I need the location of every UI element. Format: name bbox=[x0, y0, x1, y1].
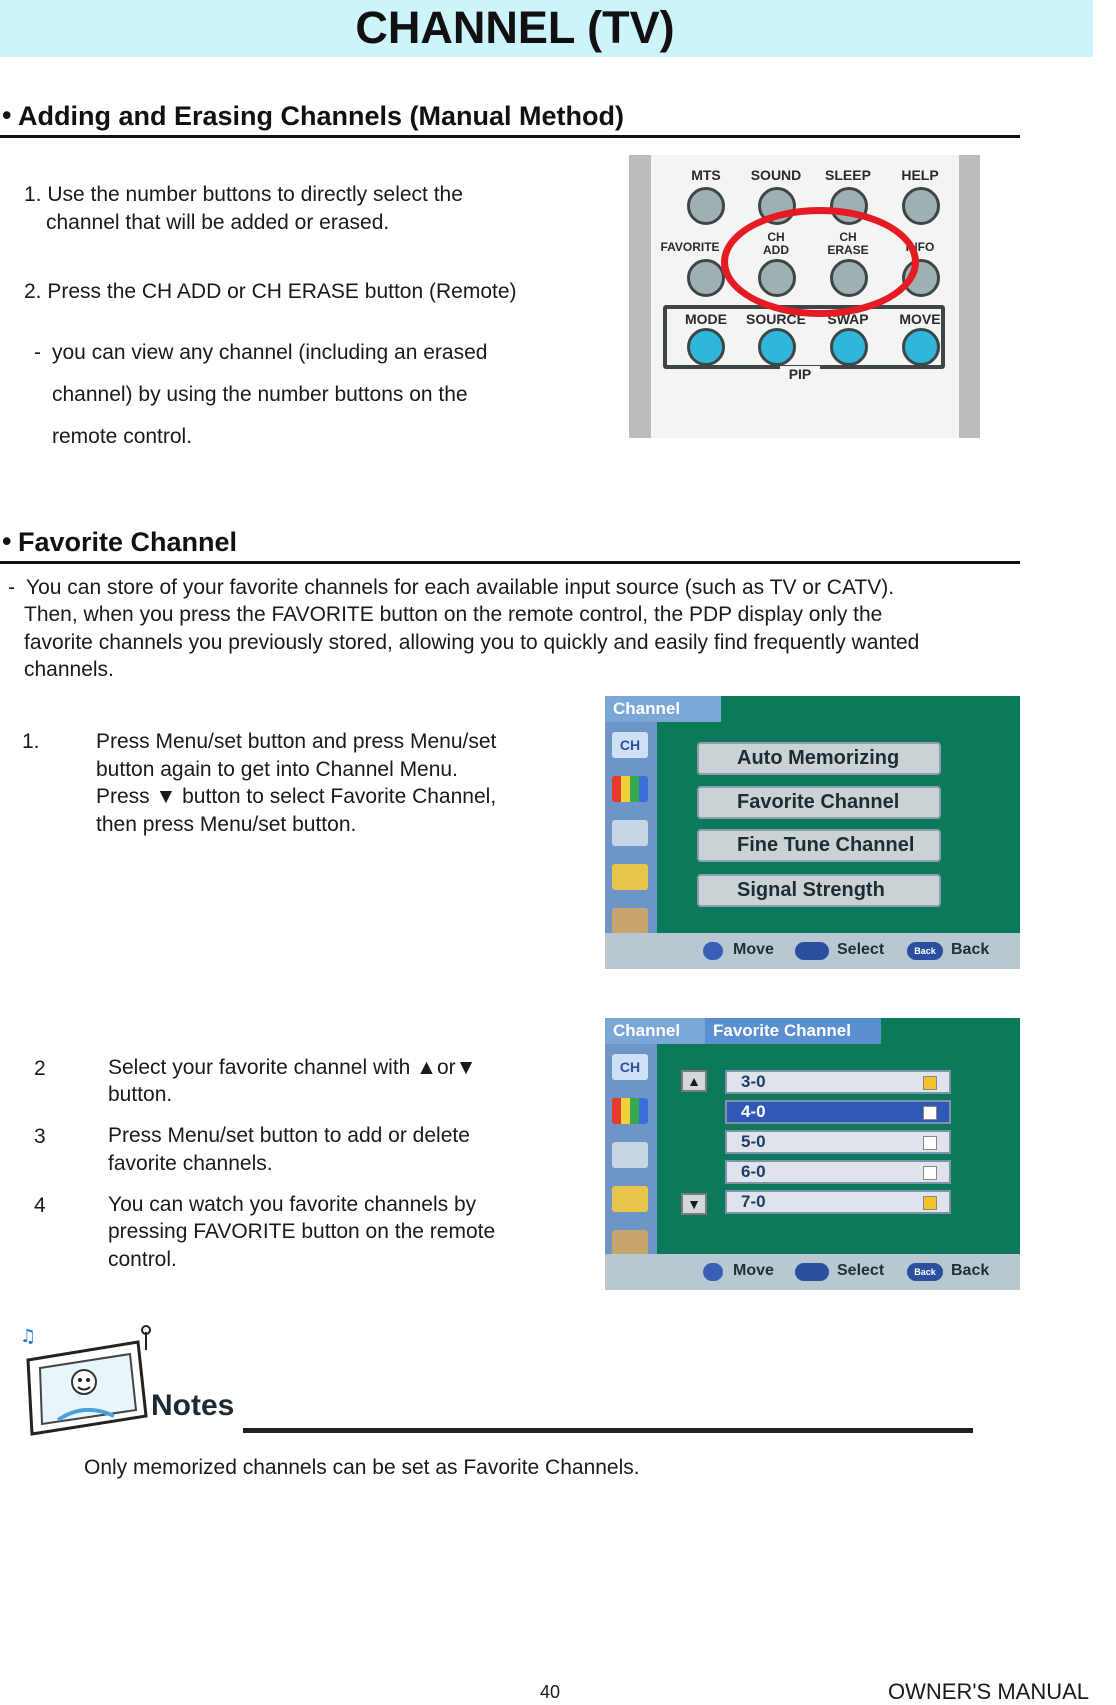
osd-sidebar bbox=[605, 722, 657, 933]
picture-icon bbox=[612, 776, 648, 802]
osd-sidebar-2 bbox=[605, 1044, 657, 1254]
note-dash: - bbox=[34, 341, 41, 364]
remote-button-mode bbox=[687, 328, 725, 366]
remote-label-source: SOURCE bbox=[746, 311, 806, 327]
fav-step-1-line-4: then press Menu/set button. bbox=[96, 813, 357, 836]
channel-icon: CH bbox=[612, 732, 648, 758]
footer-owners-manual: OWNER'S MANUAL bbox=[888, 1679, 1089, 1704]
select-icon bbox=[795, 942, 829, 960]
scroll-up-icon[interactable]: ▲ bbox=[681, 1070, 707, 1092]
highlight-ellipse bbox=[721, 207, 919, 317]
fav-check-icon[interactable] bbox=[923, 1076, 937, 1090]
hint-move: Move bbox=[733, 941, 774, 958]
remote-control-image bbox=[629, 155, 980, 438]
fav-row-label: 5-0 bbox=[741, 1132, 766, 1151]
osd-tab-favorite-channel: Favorite Channel bbox=[705, 1018, 881, 1044]
fav-row-6-0[interactable] bbox=[725, 1160, 951, 1184]
section-rule bbox=[0, 135, 1020, 138]
remote-label-pip: PIP bbox=[780, 366, 820, 382]
hint-select: Select bbox=[837, 1262, 885, 1279]
intro-line-3: favorite channels you previously stored, allowing you to quickly and easily find frequently wanted bbox=[24, 631, 920, 654]
osd-hint-bar bbox=[605, 933, 1020, 969]
scroll-down-icon[interactable]: ▼ bbox=[681, 1193, 707, 1215]
osd-favorite-channel bbox=[605, 1018, 1020, 1290]
fav-step-2-line-1: Select your favorite channel with ▲or▼ bbox=[108, 1056, 477, 1079]
intro-line-2: Then, when you press the FAVORITE button on the remote control, the PDP display only the bbox=[24, 603, 883, 626]
remote-label-sound: SOUND bbox=[750, 167, 802, 183]
section-bullet-2: • bbox=[2, 526, 12, 556]
notes-rule bbox=[243, 1428, 973, 1433]
menu-item-signal-strength[interactable]: Signal Strength bbox=[697, 874, 941, 907]
remote-label-mode: MODE bbox=[685, 311, 727, 327]
remote-label-help: HELP bbox=[901, 167, 939, 183]
section-rule-2 bbox=[0, 561, 1020, 564]
section-bullet: • bbox=[2, 100, 12, 130]
picture-icon-2 bbox=[612, 1098, 648, 1124]
fav-row-7-0[interactable] bbox=[725, 1190, 951, 1214]
osd-channel-menu bbox=[605, 696, 1020, 969]
channel-icon-2: CH bbox=[612, 1054, 648, 1080]
fav-step-4-number: 4 bbox=[34, 1194, 46, 1217]
fav-check-icon[interactable] bbox=[923, 1166, 937, 1180]
menu-item-favorite-channel[interactable]: Favorite Channel bbox=[697, 786, 941, 819]
remote-label-move: MOVE bbox=[899, 311, 941, 327]
fav-step-1-number: 1. bbox=[22, 730, 40, 753]
fav-step-1-line-1: Press Menu/set button and press Menu/set bbox=[96, 730, 497, 753]
notes-tv-icon bbox=[18, 1320, 158, 1438]
move-icon bbox=[703, 1263, 723, 1281]
back-icon: Back bbox=[907, 942, 943, 960]
svg-text:♫: ♫ bbox=[20, 1326, 37, 1347]
page-number: 40 bbox=[540, 1682, 561, 1702]
remote-button-move bbox=[902, 328, 940, 366]
move-icon bbox=[703, 942, 723, 960]
fav-step-4-line-1: You can watch you favorite channels by bbox=[108, 1193, 477, 1216]
fav-check-icon[interactable] bbox=[923, 1196, 937, 1210]
osd-tab-channel: Channel bbox=[605, 696, 721, 722]
fav-step-2-line-2: button. bbox=[108, 1083, 173, 1106]
fav-row-label: 4-0 bbox=[741, 1102, 766, 1121]
intro-dash: - bbox=[8, 576, 15, 599]
osd-hint-bar-2 bbox=[605, 1254, 1020, 1290]
hint-select: Select bbox=[837, 941, 885, 958]
hint-back: Back bbox=[951, 941, 990, 958]
note-line-1: you can view any channel (including an erased bbox=[52, 341, 488, 364]
fav-step-2-number: 2 bbox=[34, 1057, 46, 1080]
fav-step-3-line-1: Press Menu/set button to add or delete bbox=[108, 1124, 470, 1147]
fav-step-4-line-2: pressing FAVORITE button on the remote bbox=[108, 1220, 496, 1243]
notes-label: Notes bbox=[151, 1389, 235, 1422]
cc-icon bbox=[612, 864, 648, 890]
hint-move: Move bbox=[733, 1262, 774, 1279]
notes-text: Only memorized channels can be set as Favorite Channels. bbox=[84, 1456, 640, 1479]
osd-tab-channel-2: Channel bbox=[605, 1018, 721, 1044]
fav-row-label: 6-0 bbox=[741, 1162, 766, 1181]
cc-icon-2 bbox=[612, 1186, 648, 1212]
remote-label-ch-add: CH ADD bbox=[763, 230, 789, 257]
section-heading-favorite-channel: Favorite Channel bbox=[18, 527, 238, 557]
section-heading-adding-erasing: Adding and Erasing Channels (Manual Method) bbox=[18, 101, 625, 131]
fav-row-5-0[interactable] bbox=[725, 1130, 951, 1154]
remote-label-favorite: FAVORITE bbox=[660, 240, 720, 254]
remote-label-sleep: SLEEP bbox=[825, 167, 871, 183]
remote-button-help bbox=[902, 187, 940, 225]
fav-check-icon[interactable] bbox=[923, 1106, 937, 1120]
back-icon: Back bbox=[907, 1263, 943, 1281]
page-title: CHANNEL (TV) bbox=[355, 2, 675, 53]
step-2: 2. Press the CH ADD or CH ERASE button (Remote) bbox=[24, 280, 517, 303]
fav-check-icon[interactable] bbox=[923, 1136, 937, 1150]
menu-item-auto-memorizing[interactable]: Auto Memorizing bbox=[697, 742, 941, 775]
remote-button-source bbox=[758, 328, 796, 366]
setup-icon bbox=[612, 908, 648, 934]
fav-step-3-number: 3 bbox=[34, 1125, 46, 1148]
hint-back: Back bbox=[951, 1262, 990, 1279]
fav-step-1-line-2: button again to get into Channel Menu. bbox=[96, 758, 458, 781]
sound-icon-2 bbox=[612, 1142, 648, 1168]
intro-line-4: channels. bbox=[24, 658, 114, 681]
fav-row-3-0[interactable] bbox=[725, 1070, 951, 1094]
step-1-line-1: 1. Use the number buttons to directly select the bbox=[24, 183, 463, 206]
note-line-3: remote control. bbox=[52, 425, 193, 448]
fav-row-label: 7-0 bbox=[741, 1192, 766, 1211]
fav-step-4-line-3: control. bbox=[108, 1248, 177, 1271]
intro-line-1: You can store of your favorite channels for each available input source (such as TV or CATV). bbox=[26, 576, 895, 599]
fav-row-label: 3-0 bbox=[741, 1072, 766, 1091]
remote-button-favorite bbox=[687, 259, 725, 297]
sound-icon bbox=[612, 820, 648, 846]
menu-item-fine-tune-channel[interactable]: Fine Tune Channel bbox=[697, 829, 941, 862]
remote-label-ch-erase: CH ERASE bbox=[827, 230, 869, 257]
remote-label-mts: MTS bbox=[691, 167, 721, 183]
remote-button-mts bbox=[687, 187, 725, 225]
remote-label-swap: SWAP bbox=[827, 311, 869, 327]
step-1-line-2: channel that will be added or erased. bbox=[46, 211, 390, 234]
fav-step-3-line-2: favorite channels. bbox=[108, 1152, 273, 1175]
remote-button-swap bbox=[830, 328, 868, 366]
fav-row-4-0[interactable] bbox=[725, 1100, 951, 1124]
remote-label-info: INFO bbox=[905, 240, 935, 254]
setup-icon-2 bbox=[612, 1230, 648, 1256]
select-icon bbox=[795, 1263, 829, 1281]
fav-step-1-line-3: Press ▼ button to select Favorite Channel, bbox=[96, 785, 497, 808]
note-line-2: channel) by using the number buttons on the bbox=[52, 383, 468, 406]
